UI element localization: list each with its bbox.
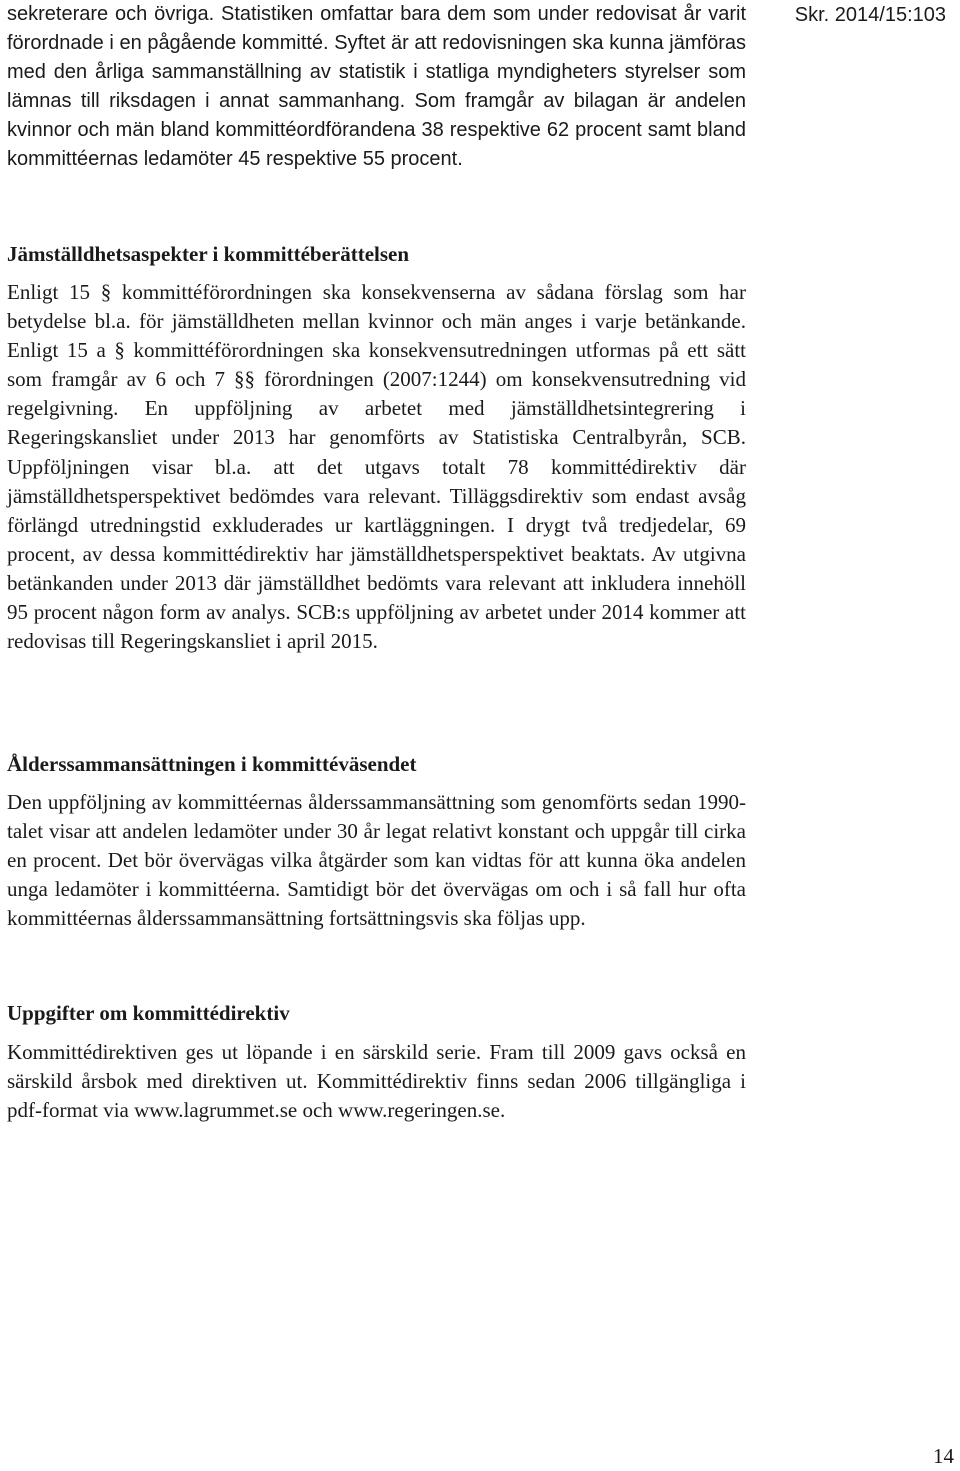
section-body-committee-directives: Kommittédirektiven ges ut löpande i en särskild serie. Fram till 2009 gavs också en särskild årsbok med direktiven ut. Kommittédirektiv finns sedan 2006 tillgängliga i pdf-format via www.lagrummet.se och www.regeringen.se. (7, 1040, 746, 1123)
section-title-age-composition: Ålderssammansättningen i kommittéväsendet (7, 752, 417, 776)
document-reference: Skr. 2014/15:103 (794, 4, 946, 26)
section-body-age-composition: Den uppföljning av kommittéernas ålderssammansättning som genomförts sedan 1990-talet visar att andelen ledamöter under 30 år legat relativt konstant och uppgår till cirka en procent. Det bör övervägas vilka åtgärder som kan vidtas för att kunna öka andelen unga ledamöter i kommittéerna. Samtidigt bör det övervägas om och i så fall hur ofta kommittéernas ålderssammansättning fortsättningsvis ska följas upp. (7, 790, 746, 931)
page-number: 14 (933, 1444, 954, 1468)
section-body-gender-equality: Enligt 15 § kommittéförordningen ska konsekvenserna av sådana förslag som har betydelse bl.a. för jämställdheten mellan kvinnor och män anges i varje betänkande. Enligt 15 a § kommittéförordningen ska konsekvensutredningen utformas på ett sätt som framgår av 6 och 7 §§ förordningen (2007:1244) om konsekvensutredning vid regelgivning. En uppföljning av arbetet med jämställdhetsintegrering i Regeringskansliet under 2013 har genomförts av Statistiska Centralbyrån, SCB. Uppföljningen visar bl.a. att det utgavs totalt 78 kommittédirektiv där jämställdhetsperspektivet bedömdes vara relevant. Tilläggsdirektiv som endast avsåg förlängd utredningstid exkluderades ur kartläggningen. I drygt två tredjedelar, 69 procent, av dessa kommittédirektiv har jämställdhetsperspektivet beaktats. Av utgivna betänkanden under 2013 där jämställdhet bedömts vara relevant att inkludera innehöll 95 procent någon form av analys. SCB:s uppföljning av arbetet under 2014 kommer att redovisas till Regeringskansliet i april 2015. (7, 280, 746, 654)
section-title-committee-directives: Uppgifter om kommittédirektiv (7, 1001, 290, 1025)
section-title-gender-equality: Jämställdhetsaspekter i kommittéberättelsen (7, 242, 410, 266)
intro-paragraph: sekreterare och övriga. Statistiken omfattar bara dem som under redovisat år varit förordnade i en pågående kommitté. Syftet är att redovisningen ska kunna jämföras med den årliga sammanställning av statistik i statliga myndigheters styrelser som lämnas till riksdagen i annat sammanhang. Som framgår av bilagan är andelen kvinnor och män bland kommittéordförandena 38 respektive 62 procent samt bland kommittéernas ledamöter 45 respektive 55 procent. (7, 3, 746, 171)
